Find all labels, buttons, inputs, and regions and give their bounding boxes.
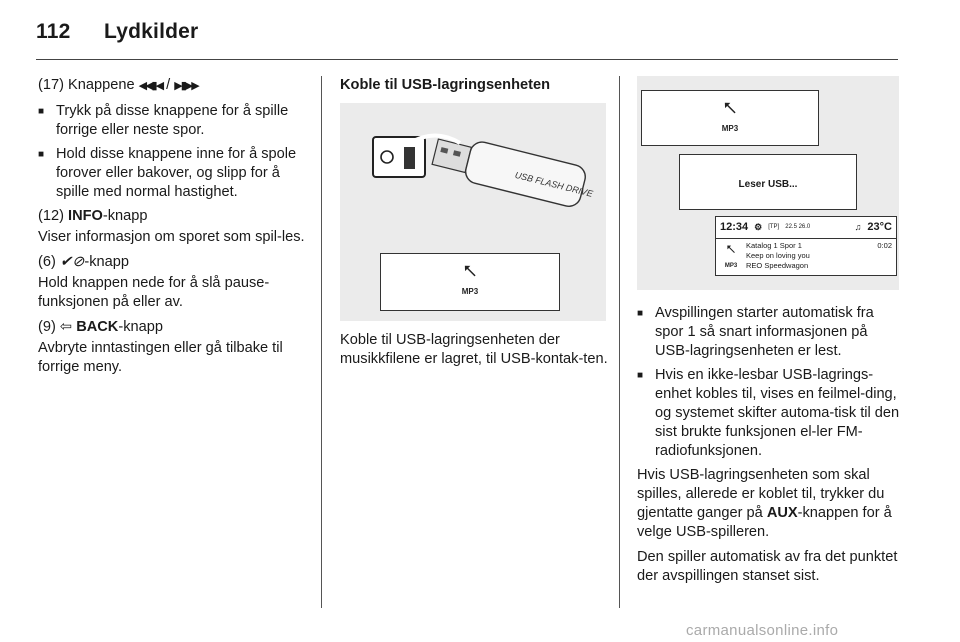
bullet-icon: ■ <box>38 106 45 117</box>
music-note-icon: ♫ <box>854 222 862 232</box>
previous-track-icon: ◀◀▮◀ <box>138 80 163 92</box>
column-divider <box>321 76 322 608</box>
track-info: Katalog 1 Spor 1 <box>746 241 802 250</box>
climate-values: 22.5 26.0 <box>785 224 811 230</box>
next-track-icon: ▶▮▶▶ <box>174 80 198 92</box>
usb-icon: ⭦ <box>726 241 736 257</box>
usb-connection-illustration <box>340 103 606 321</box>
bullet-icon: ■ <box>637 308 644 319</box>
display-reading-usb: Leser USB... <box>679 154 857 210</box>
paragraph-aux: Hvis USB-lagringsenheten som skal spilles, allerede er koblet til, trykker du gjentatte ganger på AUX-knappen for å velge USB-spilleren. <box>637 467 892 540</box>
column-divider <box>619 76 620 608</box>
list-item: ■ Trykk på disse knappene for å spille forrige eller neste spor. <box>38 103 289 138</box>
watermark-credit: carmanualsonline.info <box>686 622 839 639</box>
temperature: 23°C <box>867 221 892 233</box>
list-item: ■ Avspillingen starter automatisk fra spor 1 så snart informasjonen på USB-lagringsenheten er lest. <box>637 305 874 359</box>
column-1 <box>38 76 306 383</box>
item-6-heading: (6) ✔⊘-knapp <box>38 254 129 270</box>
display-usb-detected: ⭦ MP3 <box>641 90 819 146</box>
item-12-text: Viser informasjon om sporet som spil-les. <box>38 229 305 245</box>
bullet-icon: ■ <box>38 149 45 160</box>
list-item: ■ Hold disse knappene inne for å spole forover eller bakover, og slipp for å spille med normal hastighet. <box>38 146 297 200</box>
elapsed-time: 0:02 <box>877 241 892 250</box>
item-17-heading: (17) Knappene ◀◀▮◀ / ▶▮▶▶ <box>38 77 198 93</box>
header-divider <box>36 59 898 60</box>
page-title: Lydkilder <box>104 20 199 43</box>
display-now-playing: 12:34 ⚙ [TP] 22.5 26.0 ♫ 23°C ⭦ MP3 Katalog 1 Spor 1 0:02 Keep on loving you REO Speedwagon <box>715 216 897 276</box>
rds-indicator: [TP] <box>768 224 780 230</box>
page-number: 112 <box>36 20 71 43</box>
artist-name: REO Speedwagon <box>746 261 809 270</box>
item-9-text: Avbryte inntastingen eller gå tilbake til forrige meny. <box>38 340 283 375</box>
section-heading: Koble til USB-lagringsenheten <box>340 77 551 93</box>
bullet-icon: ■ <box>637 370 644 381</box>
back-arrow-icon: ⇦ <box>59 319 73 335</box>
gear-icon: ⚙ <box>754 222 763 232</box>
display-usb-mp3: ⭦ MP3 <box>380 253 560 311</box>
usb-icon: ⭦ <box>463 261 477 283</box>
item-6-text: Hold knappen nede for å slå pause-funksjonen på eller av. <box>38 275 270 310</box>
page-header <box>36 20 198 44</box>
stick-label: USB FLASH DRIVE <box>513 169 594 199</box>
clock: 12:34 <box>720 221 749 233</box>
item-12-heading: (12) INFO-knapp <box>38 208 148 224</box>
body-text: Koble til USB-lagringsenheten der musikkfilene er lagret, til USB-kontak-ten. <box>340 332 608 367</box>
status-bar <box>716 217 896 239</box>
usb-icon: ⭦ <box>723 98 737 120</box>
display-sequence-illustration <box>637 76 899 290</box>
song-title: Keep on loving you <box>746 251 810 260</box>
play-pause-mute-icon: ✔⊘ <box>59 254 85 270</box>
list-item: ■ Hvis en ikke-lesbar USB-lagrings-enhet kobles til, vises en feilmel-ding, og systemet skifter automa-tisk til den sist brukte funksjonen el-ler FM-radiofunksjonen. <box>637 367 900 459</box>
paragraph-resume: Den spiller automatisk av fra det punktet der avspillingen stanset sist. <box>637 549 898 584</box>
column-2 <box>340 76 608 375</box>
item-9-heading: (9) ⇦ BACK-knapp <box>38 319 163 335</box>
column-3 <box>637 76 905 592</box>
